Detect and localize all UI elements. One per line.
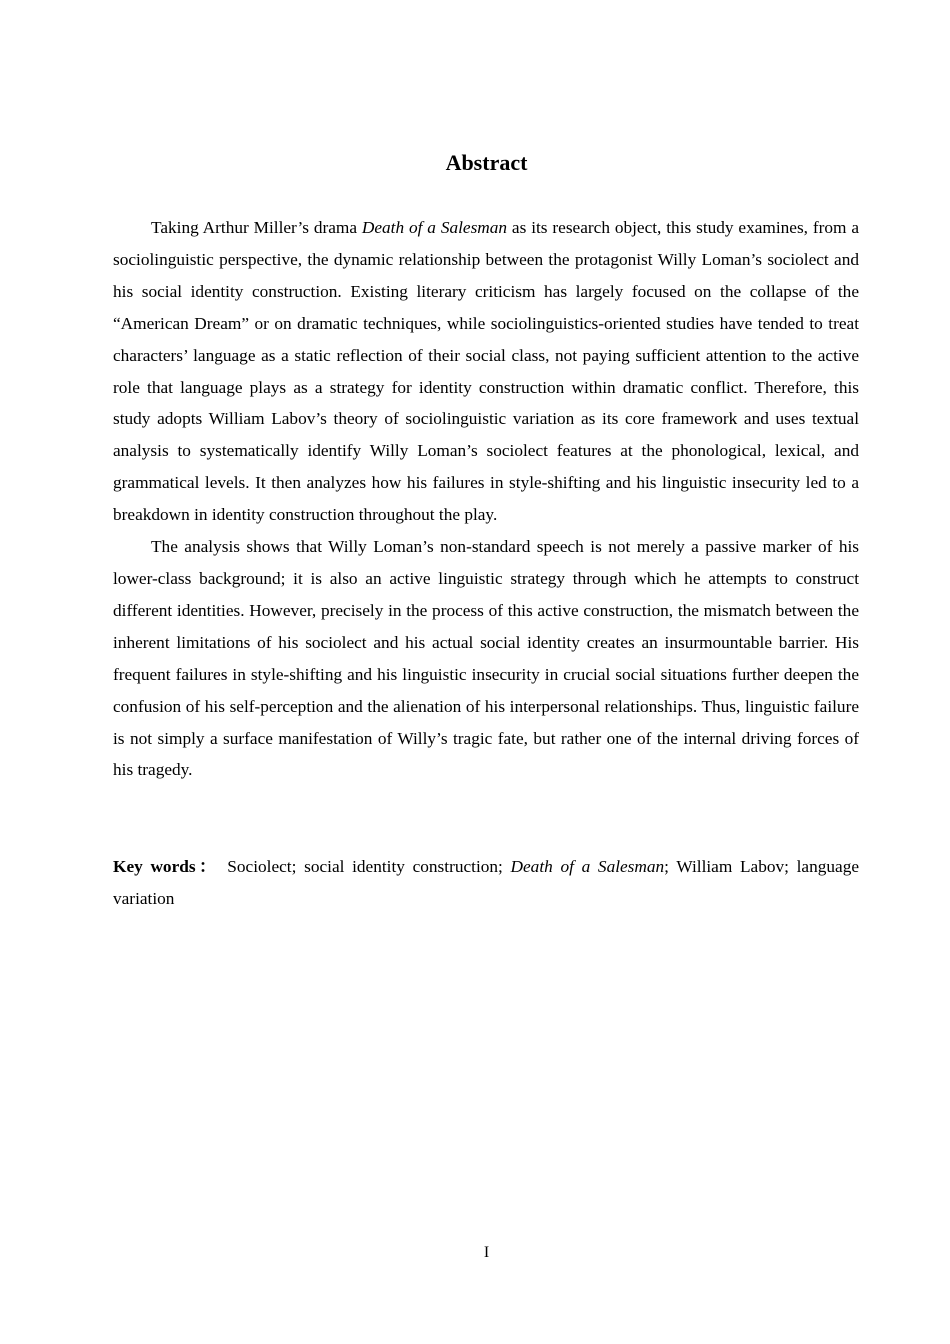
page-title: Abstract xyxy=(445,150,528,175)
keywords-part-1: Sociolect; social identity construction; xyxy=(219,857,511,876)
abstract-paragraph-1 xyxy=(113,212,859,531)
keywords-work-title: Death of a Salesman xyxy=(510,857,665,876)
page-number: I xyxy=(483,1244,490,1261)
abstract-paragraph-2: The analysis shows that Willy Loman’s non-standard speech is not merely a passive marker of his lower-class background; it is also an active linguistic strategy through which he attempts to construct different identities. However, precisely in the process of this active construction, the mismatch between the inherent limitations of his sociolect and his actual social identity creates an insurmountable barrier. His frequent failures in style-shifting and his linguistic insecurity in crucial social situations further deepen the confusion of his self-perception and the alienation of his interpersonal relationships. Thus, linguistic failure is not simply a surface manifestation of Willy’s tragic fate, but rather one of the internal driving forces of his tragedy. xyxy=(113,537,859,780)
work-title-italic: Death of a Salesman xyxy=(361,218,508,237)
abstract-body xyxy=(113,212,859,786)
paragraph-1-lead: Taking Arthur Miller’s drama xyxy=(151,218,362,237)
paragraph-1-rest: as its research object, this study examines, from a sociolinguistic perspective, the dynamic relationship between the protagonist Willy Loman’s sociolect and his social identity construction. Existing literary criticism has largely focused on the collapse of the “American Dream” or on dramatic techniques, while sociolinguistics-oriented studies have tended to treat characters’ language as a static reflection of their social class, not paying sufficient attention to the active role that language plays as a strategy for identity construction within dramatic conflict. Therefore, this study adopts William Labov’s theory of sociolinguistic variation as its core framework and uses textual analysis to systematically identify Willy Loman’s sociolect features at the phonological, lexical, and grammatical levels. It then analyzes how his failures in style-shifting and his linguistic insecurity led to a breakdown in identity construction throughout the play. xyxy=(113,218,859,525)
keywords-label: Key words： xyxy=(113,857,220,876)
keywords-section xyxy=(113,851,859,915)
keywords-part-2: ; William Labov; language variation xyxy=(113,857,860,908)
